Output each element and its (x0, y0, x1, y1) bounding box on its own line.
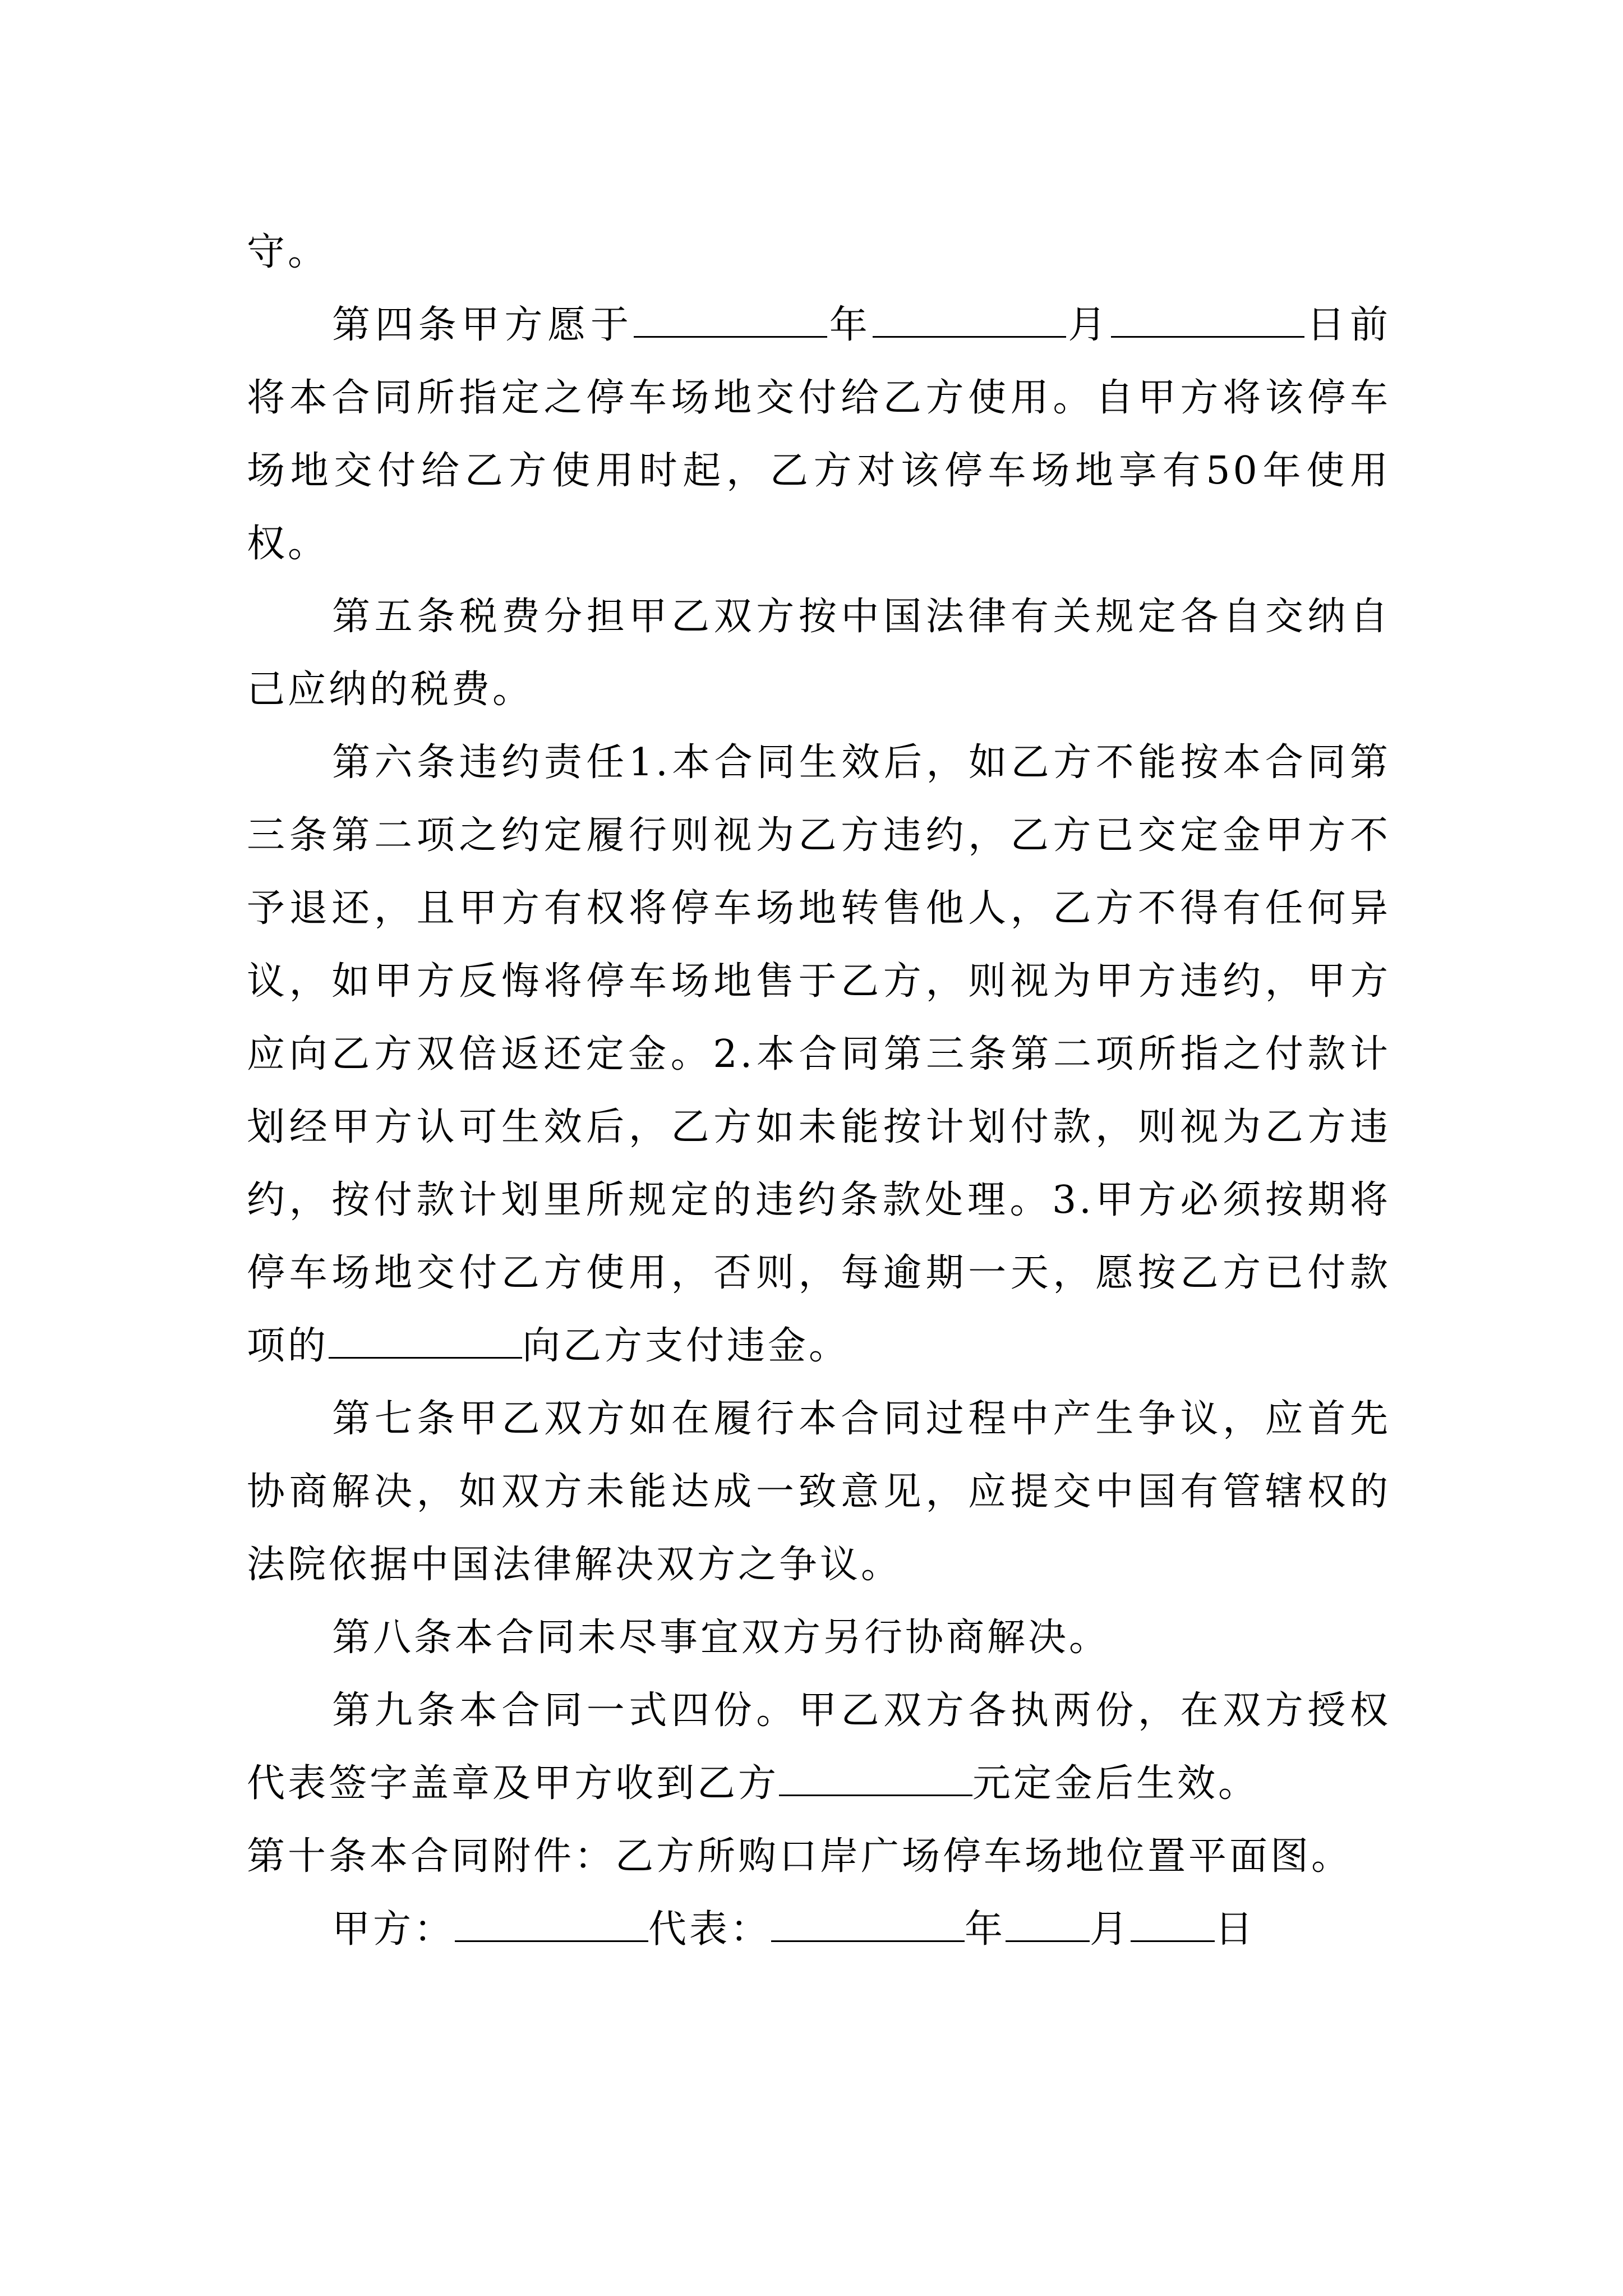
blank-field-penalty-rate (329, 1326, 522, 1359)
article-9-text-a: 第九条本合同一式四份。甲乙双方各执两份，在双方授权代表签字盖章及甲方收到乙方 (247, 1688, 1391, 1806)
article-9 (247, 1674, 1391, 1820)
article-10-text: 第十条本合同附件：乙方所购口岸广场停车场地位置平面图。 (247, 1834, 1353, 1879)
representative-label: 代表： (648, 1907, 772, 1952)
article-8 (247, 1602, 1391, 1674)
article-5 (247, 581, 1391, 726)
article-10 (247, 1820, 1391, 1893)
article-4-text-a: 第四条甲方愿于 (332, 303, 634, 347)
blank-field-year (634, 305, 827, 338)
continuation-text: 守。 (247, 230, 329, 274)
party-a-label: 甲方： (332, 1907, 455, 1952)
sign-month-label: 月 (1090, 1907, 1131, 1952)
sign-day-label: 日 (1215, 1907, 1256, 1952)
blank-field-deposit (779, 1763, 972, 1796)
article-7 (247, 1383, 1391, 1602)
article-8-text: 第八条本合同未尽事宜双方另行协商解决。 (332, 1616, 1110, 1660)
article-9-text-b: 元定金后生效。 (972, 1761, 1260, 1806)
contract-body (247, 216, 1391, 1966)
paragraph-continuation (247, 216, 1391, 289)
article-7-text: 第七条甲乙双方如在履行本合同过程中产生争议，应首先协商解决，如双方未能达成一致意见，应提交中国有管辖权的法院依据中国法律解决双方之争议。 (247, 1397, 1391, 1587)
article-4-year-label: 年 (827, 303, 873, 347)
sign-year-label: 年 (965, 1907, 1006, 1952)
article-6 (247, 726, 1391, 1383)
article-4-text-d: 日前将本合同所指定之停车场地交付给乙方使用。自甲方将该停车场地交付给乙方使用时起，乙方对该停车场地享有50年使用权。 (247, 303, 1391, 566)
blank-field-representative (771, 1909, 965, 1942)
blank-field-month (873, 305, 1066, 338)
signature-line (247, 1893, 1391, 1966)
blank-field-day (1111, 305, 1304, 338)
article-5-text: 第五条税费分担甲乙双方按中国法律有关规定各自交纳自己应纳的税费。 (247, 595, 1391, 712)
article-6-text-b: 向乙方支付违金。 (522, 1324, 850, 1368)
article-6-text-a: 第六条违约责任1.本合同生效后，如乙方不能按本合同第三条第二项之约定履行则视为乙方违约，乙方已交定金甲方不予退还，且甲方有权将停车场地转售他人，乙方不得有任何异议，如甲方反悔将停车场地售于乙方，则视为甲方违约，甲方应向乙方双倍返还定金。2.本合同第三条第二项所指之付款计划经甲方认可生效后，乙方如未能按计划付款，则视为乙方违约，按付款计划里所规定的违约条款处理。3.甲方必须按期将停车场地交付乙方使用，否则，每逾期一天，愿按乙方已付款项的 (247, 740, 1391, 1368)
blank-field-party-a (455, 1909, 648, 1942)
article-4 (247, 289, 1391, 581)
blank-field-sign-month (1006, 1909, 1090, 1942)
article-4-month-label: 月 (1066, 303, 1112, 347)
blank-field-sign-day (1131, 1909, 1215, 1942)
